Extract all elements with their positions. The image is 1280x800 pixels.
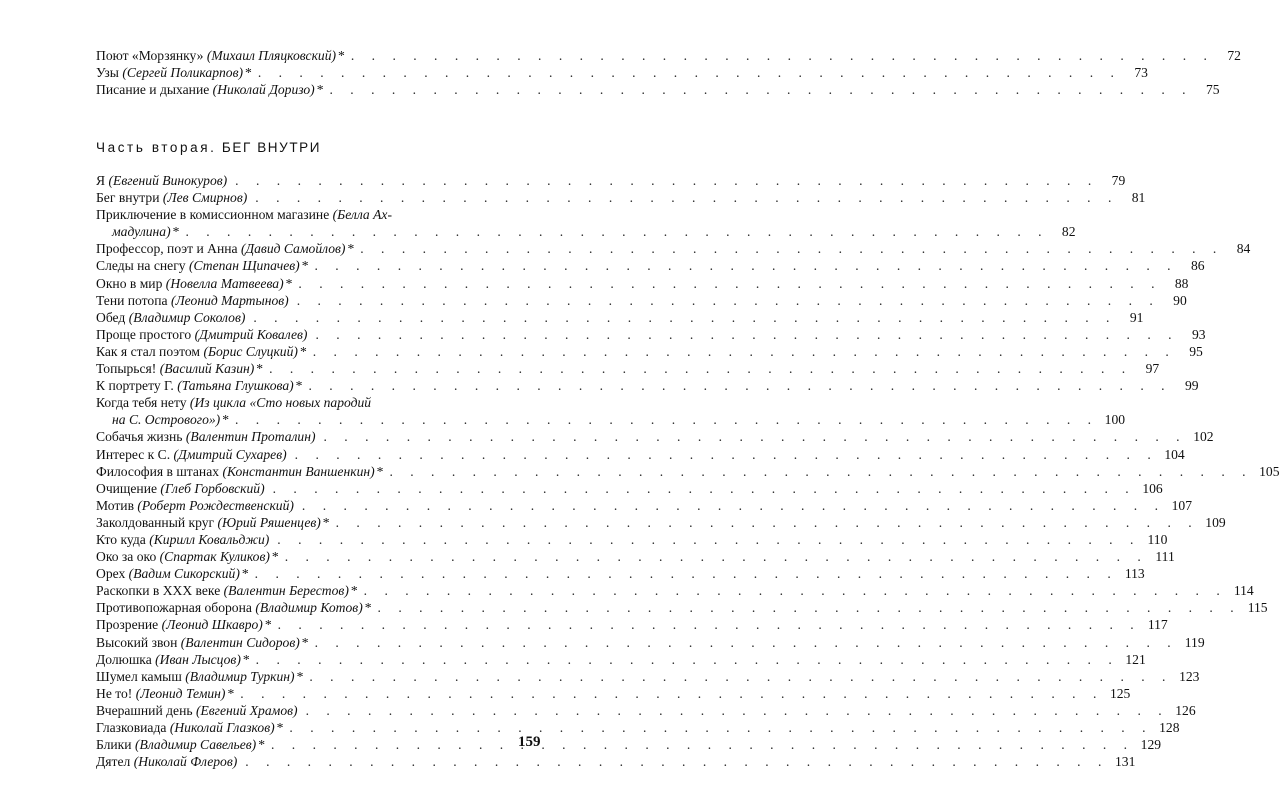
dot-leader <box>309 668 1172 685</box>
entry-star: * <box>258 737 265 753</box>
entry-title: Как я стал поэтом <box>96 343 201 359</box>
toc-entry <box>96 377 1199 394</box>
dot-leader <box>289 719 1152 736</box>
dot-leader <box>277 531 1140 548</box>
toc-entry <box>96 514 1226 531</box>
entry-author: (Лев Смирнов) <box>162 190 248 206</box>
dot-leader <box>256 651 1119 668</box>
entry-star: * <box>276 720 284 735</box>
entry-author: (Из цикла «Сто новых пародий <box>189 395 372 411</box>
entry-author: (Кирилл Ковальджи) <box>149 531 270 547</box>
entry-title: К портрету Г. <box>96 378 174 394</box>
toc-entry <box>96 172 1126 189</box>
dot-leader <box>235 411 1098 428</box>
entry-title: Тени потопа <box>96 292 168 308</box>
entry-page: 105 <box>1259 463 1280 479</box>
dot-leader <box>329 81 1192 98</box>
entry-star: * <box>295 378 303 394</box>
entry-title: Заколдованный круг <box>96 514 215 530</box>
section-part-label: Часть вторая. <box>96 140 217 155</box>
dot-leader <box>315 257 1178 274</box>
entry-star: * <box>172 224 180 240</box>
entry-author: (Иван Лысцов) <box>155 651 241 667</box>
entry-page: 106 <box>1142 480 1163 496</box>
entry-page: 123 <box>1179 668 1200 684</box>
entry-page: 117 <box>1147 617 1168 633</box>
entry-title: Профессор, поэт и Анна <box>96 241 238 257</box>
entry-title: Интерес к С. <box>96 446 171 462</box>
entry-title: Долюшка <box>96 651 152 667</box>
toc-entry <box>96 275 1189 292</box>
entry-title: Противопожарная оборона <box>96 600 252 616</box>
entry-page: 110 <box>1147 531 1168 547</box>
entry-page: 82 <box>1061 224 1076 240</box>
toc-entry <box>96 206 1076 240</box>
entry-page: 131 <box>1114 754 1136 770</box>
entry-page: 84 <box>1236 241 1251 257</box>
entry-title: Бег внутри <box>96 190 160 206</box>
entry-star: * <box>296 668 304 684</box>
entry-star: * <box>242 651 250 667</box>
dot-leader <box>235 172 1098 189</box>
toc-entry <box>96 81 1220 98</box>
entry-author: (Валентин Берестов) <box>223 583 349 599</box>
entry-star: * <box>338 48 345 63</box>
entry-title: Око за око <box>96 549 157 565</box>
entry-title: Я <box>96 173 106 188</box>
toc-entry <box>96 719 1180 736</box>
entry-author: (Евгений Винокуров) <box>108 173 228 188</box>
entry-page: 86 <box>1190 258 1205 274</box>
dot-leader <box>253 309 1116 326</box>
entry-author: (Давид Самойлов) <box>240 241 346 257</box>
dot-leader <box>364 582 1227 599</box>
entry-title: Проще простого <box>96 326 192 342</box>
entry-star: * <box>364 600 372 616</box>
dot-leader <box>185 223 1048 240</box>
dot-leader <box>297 292 1160 309</box>
dot-leader <box>278 616 1141 633</box>
dot-leader <box>308 377 1171 394</box>
toc-entry <box>96 463 1280 480</box>
entry-author: (Борис Слуцкий) <box>203 343 298 359</box>
entry-page: 125 <box>1109 685 1131 701</box>
toc-entry <box>96 753 1136 770</box>
toc-entry <box>96 326 1206 343</box>
entry-page: 129 <box>1140 737 1162 753</box>
entry-author: (Валентин Сидоров) <box>180 634 300 650</box>
dot-leader <box>351 47 1214 64</box>
entry-title: Блики <box>96 737 132 753</box>
entry-title: Собачья жизнь <box>96 429 183 445</box>
entry-page: 88 <box>1174 275 1189 291</box>
entry-page: 102 <box>1193 429 1214 445</box>
toc-entry <box>96 257 1205 274</box>
entry-title: Не то! <box>96 685 133 701</box>
dot-leader <box>271 736 1134 753</box>
entry-author: (Николай Доризо) <box>212 82 315 98</box>
entry-star: * <box>350 583 358 599</box>
entry-title: Очищение <box>96 480 158 496</box>
entry-author: (Николай Глазков) <box>169 720 275 735</box>
entry-page: 81 <box>1131 190 1146 206</box>
entry-page: 100 <box>1104 412 1126 428</box>
entry-title: Философия в штанах <box>96 463 220 479</box>
entry-page: 91 <box>1129 309 1144 325</box>
entry-star: * <box>316 82 324 98</box>
entry-page: 73 <box>1134 65 1148 81</box>
dot-leader <box>336 514 1199 531</box>
entry-author: (Вадим Сикорский) <box>128 566 240 582</box>
entry-page: 119 <box>1184 634 1205 650</box>
entry-star: * <box>301 634 309 650</box>
entry-page: 104 <box>1164 446 1185 462</box>
entry-page: 72 <box>1227 48 1241 63</box>
entry-title: Глазковиада <box>96 720 167 735</box>
entry-author: (Валентин Проталин) <box>185 429 316 445</box>
entry-title: Высокий звон <box>96 634 178 650</box>
entry-author: (Владимир Котов) <box>255 600 363 616</box>
section-title: БЕГ ВНУТРИ <box>221 140 322 155</box>
toc-entry <box>96 309 1144 326</box>
entry-page: 126 <box>1175 702 1196 718</box>
entry-author: (Михаил Пляцковский) <box>206 48 337 63</box>
dot-leader <box>285 548 1148 565</box>
toc-entry <box>96 360 1160 377</box>
entry-author: (Владимир Туркин) <box>185 668 295 684</box>
entry-star: * <box>241 566 249 582</box>
page-number: 159 <box>518 734 541 750</box>
toc-entry <box>96 531 1168 548</box>
entry-title: Обед <box>96 309 126 325</box>
dot-leader <box>302 497 1165 514</box>
entry-author-continued: на С. Островoго») <box>112 412 221 428</box>
entry-star: * <box>347 241 355 257</box>
entry-author: (Роберт Рождественский) <box>137 497 294 513</box>
dot-leader <box>306 702 1169 719</box>
entry-page: 95 <box>1189 343 1203 359</box>
entry-author: (Леонид Темин) <box>135 685 226 701</box>
entry-author: (Владимир Соколов) <box>128 309 246 325</box>
dot-leader <box>240 685 1103 702</box>
entry-title: Приключение в комиссионном магазине <box>96 207 330 223</box>
entry-star: * <box>264 617 272 633</box>
entry-author: (Евгений Храмов) <box>195 702 298 718</box>
dot-leader <box>378 599 1241 616</box>
entry-author: (Сергей Поликарпов) <box>122 65 244 81</box>
entry-author: (Спартак Куликов) <box>159 549 270 565</box>
entry-author-continued: мадулина) <box>112 224 171 240</box>
entry-page: 93 <box>1191 326 1206 342</box>
entry-title: Когда тебя нету <box>96 395 187 411</box>
entry-page: 111 <box>1155 549 1175 565</box>
entry-star: * <box>299 343 307 359</box>
entry-page: 75 <box>1205 82 1220 98</box>
dot-leader <box>313 343 1176 360</box>
toc-top-list <box>96 47 1241 98</box>
toc-entry <box>96 64 1148 81</box>
entry-page: 109 <box>1205 514 1226 530</box>
toc-entry <box>96 668 1200 685</box>
entry-title: Вчерашний день <box>96 702 193 718</box>
entry-author: (Дмитрий Сухарев) <box>173 446 287 462</box>
toc-entry <box>96 428 1214 445</box>
toc-entry <box>96 47 1241 64</box>
entry-author: (Дмитрий Ковалев) <box>194 326 308 342</box>
entry-author: (Белла Ах- <box>332 207 392 223</box>
entry-author: (Константин Ваншенкин) <box>222 463 375 479</box>
entry-page: 115 <box>1247 600 1268 616</box>
toc-entry <box>96 497 1192 514</box>
entry-author: (Новелла Матвеева) <box>165 275 284 291</box>
toc-entry <box>96 292 1187 309</box>
entry-title: Поют «Морзянку» <box>96 48 204 63</box>
dot-leader <box>255 565 1118 582</box>
dot-leader <box>298 275 1161 292</box>
toc-entry <box>96 189 1146 206</box>
entry-page: 97 <box>1145 361 1160 377</box>
entry-author: (Леонид Шкавро) <box>161 617 263 633</box>
entry-title: Следы на снегу <box>96 258 186 274</box>
toc-entry <box>96 616 1168 633</box>
entry-title: Писание и дыхание <box>96 82 210 98</box>
entry-star: * <box>376 463 384 479</box>
entry-page: 79 <box>1111 173 1126 188</box>
entry-author: (Степан Щипачев) <box>188 258 300 274</box>
entry-title: Узы <box>96 65 119 81</box>
dot-leader <box>245 753 1108 770</box>
entry-author: (Василий Казин) <box>159 361 255 377</box>
entry-star: * <box>227 685 235 701</box>
toc-entry <box>96 565 1145 582</box>
toc-entry <box>96 582 1254 599</box>
dot-leader <box>315 326 1178 343</box>
entry-author: (Глеб Горбовский) <box>160 480 265 496</box>
dot-leader <box>269 360 1132 377</box>
entry-star: * <box>271 549 279 565</box>
entry-star: * <box>245 65 252 81</box>
dot-leader <box>255 189 1118 206</box>
entry-page: 128 <box>1159 720 1180 735</box>
entry-star: * <box>222 412 229 428</box>
dot-leader <box>360 240 1223 257</box>
entry-star: * <box>285 275 293 291</box>
entry-star: * <box>322 514 330 530</box>
toc-entry <box>96 634 1205 651</box>
entry-author: (Юрий Ряшенцев) <box>217 514 321 530</box>
toc-entry <box>96 702 1196 719</box>
entry-title: Раскопки в XXX веке <box>96 583 221 599</box>
entry-page: 114 <box>1233 583 1254 599</box>
entry-page: 121 <box>1125 651 1146 667</box>
entry-star: * <box>301 258 309 274</box>
entry-author: (Николай Флеров) <box>133 754 238 770</box>
entry-star: * <box>256 361 264 377</box>
dot-leader <box>315 634 1178 651</box>
entry-page: 113 <box>1124 566 1145 582</box>
toc-entry <box>96 548 1175 565</box>
entry-author: (Леонид Мартынов) <box>170 292 289 308</box>
dot-leader <box>273 480 1136 497</box>
entry-author: (Татьяна Глушкова) <box>177 378 294 394</box>
dot-leader <box>324 428 1187 445</box>
dot-leader <box>295 446 1158 463</box>
entry-title: Шумел камыш <box>96 668 182 684</box>
entry-page: 99 <box>1184 378 1199 394</box>
toc-entry <box>96 599 1268 616</box>
toc-entry <box>96 343 1203 360</box>
entry-title: Орех <box>96 566 126 582</box>
entry-title: Окно в мир <box>96 275 163 291</box>
toc-entry <box>96 480 1163 497</box>
toc-entry <box>96 394 1126 428</box>
entry-author: (Владимир Савельев) <box>134 737 257 753</box>
dot-leader <box>389 463 1252 480</box>
section-heading <box>96 140 321 155</box>
entry-title: Кто куда <box>96 531 146 547</box>
entry-title: Прозрение <box>96 617 159 633</box>
entry-title: Дятел <box>96 754 131 770</box>
toc-entry <box>96 240 1251 257</box>
entry-title: Мотив <box>96 497 134 513</box>
entry-page: 107 <box>1171 497 1192 513</box>
toc-entry <box>96 446 1185 463</box>
entry-page: 90 <box>1173 292 1187 308</box>
toc-entry <box>96 685 1131 702</box>
entry-title: Топырься! <box>96 361 157 377</box>
dot-leader <box>258 64 1121 81</box>
toc-entry <box>96 651 1146 668</box>
